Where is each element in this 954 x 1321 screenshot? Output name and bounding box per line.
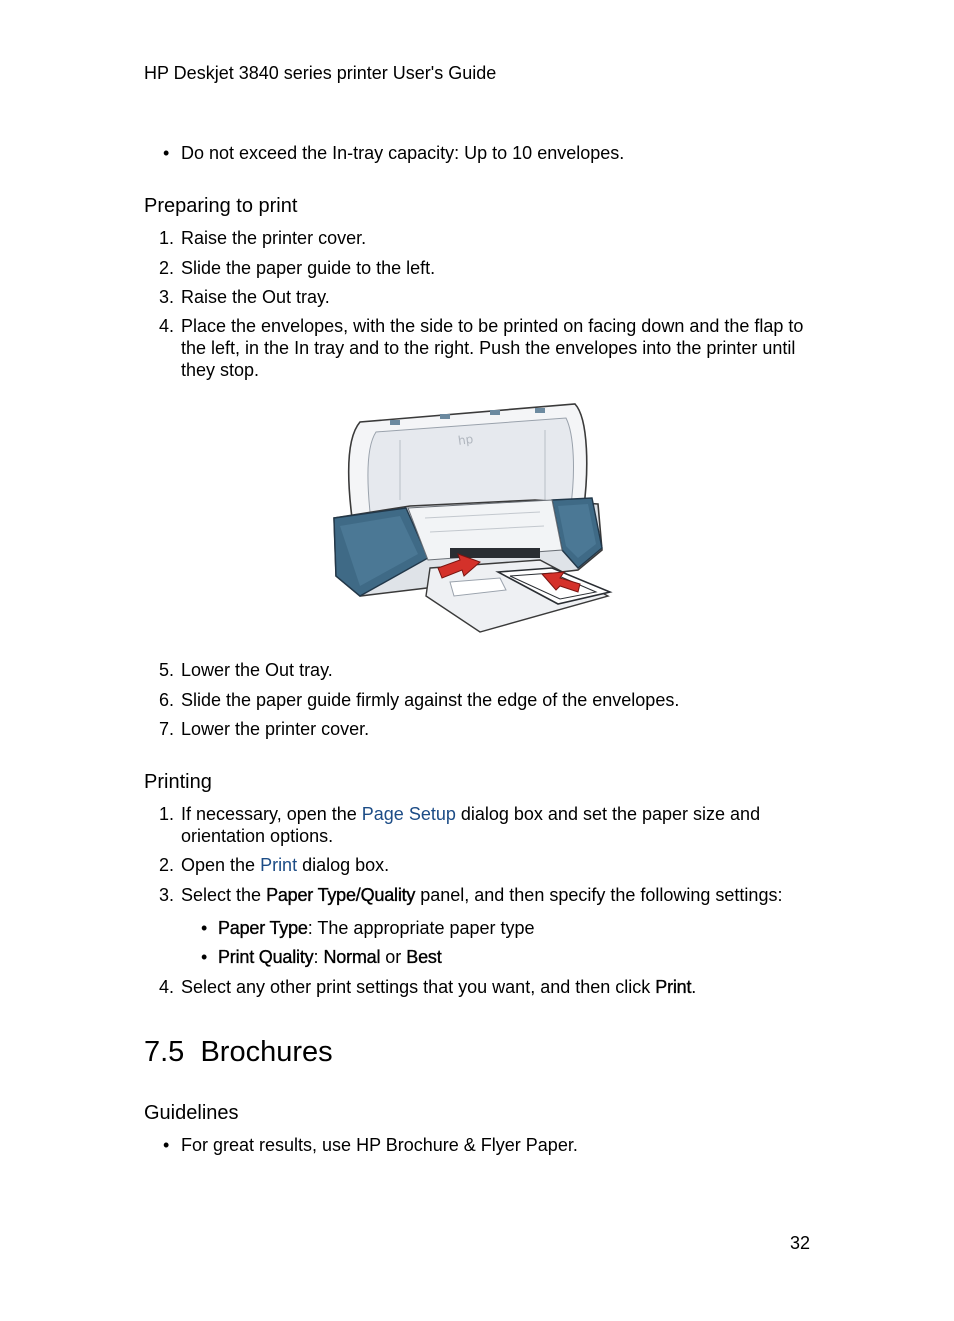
bullet-marker: • [201,947,208,967]
step-number: 1. [158,228,174,248]
print-link[interactable]: Print [260,855,298,875]
step-number: 3. [158,287,174,307]
svg-text:hp: hp [457,431,475,448]
paper-type-quality-label: Paper Type/Quality [266,885,416,905]
section-heading-brochures: 7.5 Brochures [144,1036,333,1068]
prep-step-5: Lower the Out tray. [181,660,333,680]
page-header: HP Deskjet 3840 series printer User's Guide [144,63,497,83]
setting-print-quality: Print Quality: Normal or Best [218,947,442,967]
heading-preparing-to-print: Preparing to print [144,195,298,217]
bullet-marker: • [163,1135,170,1155]
print-step-1-line-2: orientation options. [181,826,334,846]
step-number: 1. [158,804,174,824]
print-step-2: Open the Print dialog box. [181,855,390,875]
step-number: 2. [158,855,174,875]
prep-step-7: Lower the printer cover. [181,719,370,739]
guidelines-bullet-text: For great results, use HP Brochure & Flyer Paper. [181,1135,578,1155]
print-step-4: Select any other print settings that you want, and then click Print. [181,977,697,997]
prep-step-2: Slide the paper guide to the left. [181,258,436,278]
page-number: 32 [789,1233,810,1253]
prep-step-4-line-1: Place the envelopes, with the side to be printed on facing down and the flap to [181,316,804,336]
print-step-3: Select the Paper Type/Quality panel, and then specify the following settings: [181,885,783,905]
step-number: 2. [158,258,174,278]
heading-guidelines: Guidelines [144,1102,239,1124]
step-number: 6. [158,690,174,710]
step-number: 4. [158,977,174,997]
setting-paper-type: Paper Type: The appropriate paper type [218,918,535,938]
print-step-1-line-1: If necessary, open the Page Setup dialog box and set the paper size and [181,804,761,824]
bullet-marker: • [201,918,208,938]
step-number: 7. [158,719,174,739]
intro-bullet-text: Do not exceed the In-tray capacity: Up to 10 envelopes. [181,143,625,163]
step-number: 5. [158,660,174,680]
prep-step-1: Raise the printer cover. [181,228,367,248]
prep-step-4-line-2: the left, in the In tray and to the right. Push the envelopes into the printer until [181,338,796,358]
step-number: 3. [158,885,174,905]
step-number: 4. [158,316,174,336]
prep-step-6: Slide the paper guide firmly against the edge of the envelopes. [181,690,680,710]
printer-envelope-illustration [330,400,615,638]
page-setup-link[interactable]: Page Setup [361,804,456,824]
heading-printing: Printing [144,771,212,793]
prep-step-4-line-3: they stop. [181,360,260,380]
prep-step-3: Raise the Out tray. [181,287,330,307]
bullet-marker: • [163,143,170,163]
